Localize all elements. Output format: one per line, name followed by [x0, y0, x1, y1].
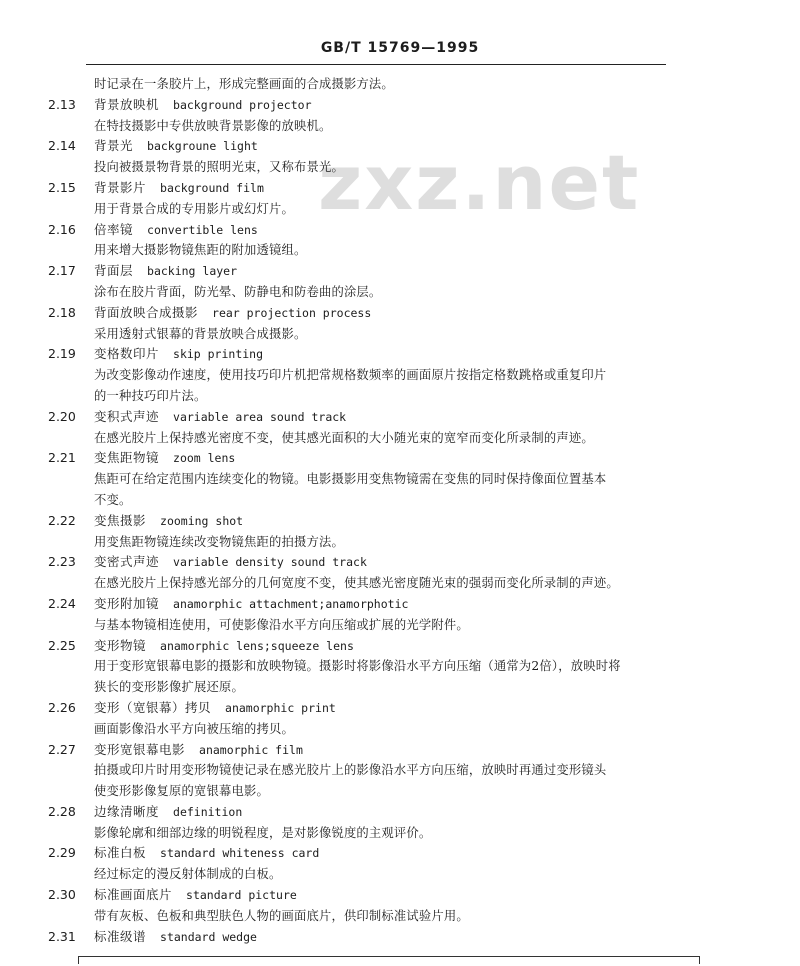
term-number: 2.17 — [48, 263, 76, 279]
term-heading-line — [0, 344, 800, 365]
term-heading — [94, 594, 408, 615]
term-english: rear projection process — [212, 305, 372, 320]
definition-line — [0, 615, 800, 636]
watermark: zxz.net — [318, 138, 641, 227]
definition-text: 涂布在胶片背面，防光晕、防静电和防卷曲的涂层。 — [94, 284, 382, 299]
definition-line — [0, 365, 800, 386]
definition-text: 在感光胶片上保持感光密度不变，使其感光面积的大小随光束的宽窄而变化所录制的声迹。 — [94, 430, 594, 445]
definition-line — [0, 324, 800, 345]
term-heading-line — [0, 303, 800, 324]
definition-text: 带有灰板、色板和典型肤色人物的画面底片，供印制标准试验片用。 — [94, 908, 469, 923]
term-chinese: 变焦距物镜 — [94, 450, 160, 466]
term-heading-line — [0, 594, 800, 615]
term-heading — [94, 802, 242, 823]
definition-text: 投向被摄景物背景的照明光束，又称布景光。 — [94, 160, 344, 175]
term-heading — [94, 178, 264, 199]
definition-text: 拍摄或印片时用变形物镜使记录在感光胶片上的影像沿水平方向压缩，放映时再通过变形镜头 — [94, 763, 607, 778]
term-chinese: 背景放映机 — [94, 96, 160, 112]
definition-text: 为改变影像动作速度，使用技巧印片机把常规格数频率的画面原片按指定格数跳格或重复印片 — [94, 368, 607, 383]
definition-line — [0, 656, 800, 677]
definition-line — [0, 532, 800, 553]
term-heading — [94, 636, 354, 657]
term-number: 2.23 — [48, 554, 76, 570]
term-english: variable area sound track — [173, 409, 347, 424]
definition-text: 采用透射式银幕的背景放映合成摄影。 — [94, 326, 307, 341]
term-heading-line — [0, 407, 800, 428]
definition-line — [0, 157, 800, 178]
term-number: 2.29 — [48, 845, 76, 861]
term-heading-line — [0, 636, 800, 657]
term-chinese: 标准画面底片 — [94, 887, 173, 903]
term-number: 2.16 — [48, 221, 76, 237]
term-heading — [94, 740, 303, 761]
term-heading — [94, 303, 371, 324]
term-chinese: 变格数印片 — [94, 346, 160, 362]
term-english: anamorphic lens;squeeze lens — [160, 638, 354, 653]
term-number: 2.18 — [48, 304, 76, 320]
term-number: 2.31 — [48, 928, 76, 944]
definition-line — [0, 199, 800, 220]
definition-line — [0, 760, 800, 781]
term-english: convertible lens — [147, 222, 258, 237]
term-heading-line — [0, 927, 800, 948]
term-chinese: 背景光 — [94, 138, 134, 154]
term-number: 2.13 — [48, 96, 76, 112]
term-chinese: 变形附加镜 — [94, 595, 160, 611]
term-number: 2.20 — [48, 408, 76, 424]
term-number: 2.27 — [48, 741, 76, 757]
definition-line — [0, 719, 800, 740]
term-heading — [94, 95, 312, 116]
term-chinese: 背面放映合成摄影 — [94, 304, 199, 320]
term-chinese: 变积式声迹 — [94, 408, 160, 424]
term-heading-line — [0, 843, 800, 864]
term-english: backing layer — [147, 264, 238, 279]
definition-line — [0, 469, 800, 490]
term-heading — [94, 448, 235, 469]
definition-text: 在感光胶片上保持感光部分的几何宽度不变，使其感光密度随光束的强弱而变化所录制的声迹。 — [94, 576, 619, 591]
term-number: 2.26 — [48, 699, 76, 715]
definition-line — [0, 906, 800, 927]
definition-line — [0, 386, 800, 407]
term-heading — [94, 885, 297, 906]
term-english: anamorphic attachment;anamorphotic — [173, 596, 409, 611]
definition-text: 与基本物镜相连使用，可使影像沿水平方向压缩或扩展的光学附件。 — [94, 617, 469, 632]
term-chinese: 变形宽银幕电影 — [94, 741, 186, 757]
term-heading-line — [0, 698, 800, 719]
term-heading — [94, 407, 346, 428]
definition-line — [0, 240, 800, 261]
term-heading-line — [0, 511, 800, 532]
term-heading-line — [0, 136, 800, 157]
term-chinese: 变焦摄影 — [94, 512, 147, 528]
term-number: 2.22 — [48, 512, 76, 528]
definition-line — [0, 573, 800, 594]
definition-text: 不变。 — [94, 492, 132, 507]
term-heading-line — [0, 552, 800, 573]
term-english: standard wedge — [160, 929, 257, 944]
term-heading-line — [0, 885, 800, 906]
term-chinese: 变形（宽银幕）拷贝 — [94, 699, 212, 715]
definition-text: 影像轮廓和细部边缘的明锐程度，是对影像锐度的主观评价。 — [94, 825, 432, 840]
definition-line — [0, 823, 800, 844]
term-heading — [94, 261, 237, 282]
header-rule — [86, 64, 666, 65]
term-chinese: 边缘清晰度 — [94, 803, 160, 819]
definition-text: 用于变形宽银幕电影的摄影和放映物镜。摄影时将影像沿水平方向压缩（通常为2倍），放映时将 — [94, 659, 621, 674]
term-english: definition — [173, 804, 243, 819]
term-chinese: 背景影片 — [94, 179, 147, 195]
term-english: background film — [160, 180, 264, 195]
term-chinese: 变密式声迹 — [94, 554, 160, 570]
definition-line — [0, 282, 800, 303]
term-heading — [94, 511, 243, 532]
definition-text: 的一种技巧印片法。 — [94, 388, 207, 403]
term-heading-line — [0, 740, 800, 761]
definition-text: 经过标定的漫反射体制成的白板。 — [94, 867, 282, 882]
term-heading — [94, 698, 336, 719]
term-english: backgroune light — [147, 139, 258, 154]
term-heading-line — [0, 448, 800, 469]
term-heading — [94, 927, 257, 948]
term-number: 2.15 — [48, 179, 76, 195]
document-body — [0, 74, 800, 947]
term-chinese: 变形物镜 — [94, 637, 147, 653]
term-english: variable density sound track — [173, 555, 367, 570]
definition-text: 时记录在一条胶片上，形成完整画面的合成摄影方法。 — [94, 77, 394, 91]
term-chinese: 倍率镜 — [94, 221, 134, 237]
term-english: anamorphic film — [199, 742, 303, 757]
term-heading-line — [0, 220, 800, 241]
term-number: 2.14 — [48, 138, 76, 154]
term-heading-line — [0, 95, 800, 116]
term-heading — [94, 220, 258, 241]
definition-text: 用变焦距物镜连续改变物镜焦距的拍摄方法。 — [94, 534, 344, 549]
definition-text: 用来增大摄影物镜焦距的附加透镜组。 — [94, 243, 307, 258]
definition-text: 在特技摄影中专供放映背景影像的放映机。 — [94, 118, 332, 133]
definition-line — [0, 428, 800, 449]
term-number: 2.21 — [48, 450, 76, 466]
term-number: 2.19 — [48, 346, 76, 362]
term-english: standard picture — [186, 888, 297, 903]
term-english: zooming shot — [160, 513, 244, 528]
term-heading — [94, 843, 319, 864]
definition-text: 狭长的变形影像扩展还原。 — [94, 680, 244, 695]
definition-line — [0, 490, 800, 511]
definition-line — [0, 864, 800, 885]
term-heading — [94, 136, 258, 157]
term-heading — [94, 552, 367, 573]
term-english: background projector — [173, 97, 312, 112]
definition-line — [0, 677, 800, 698]
document-header: GB/T 15769—1995 — [320, 40, 480, 56]
term-chinese: 标准级谱 — [94, 928, 147, 944]
definition-text: 焦距可在给定范围内连续变化的物镜。电影摄影用变焦物镜需在变焦的同时保持像面位置基本 — [94, 472, 607, 487]
term-heading-line — [0, 261, 800, 282]
definition-line — [0, 74, 800, 95]
term-english: anamorphic print — [225, 700, 336, 715]
term-english: skip printing — [173, 347, 264, 362]
term-number: 2.30 — [48, 887, 76, 903]
term-number: 2.24 — [48, 595, 76, 611]
definition-text: 画面影像沿水平方向被压缩的拷贝。 — [94, 721, 294, 736]
definition-line — [0, 781, 800, 802]
term-heading-line — [0, 178, 800, 199]
page-bottom-edge — [78, 956, 700, 964]
term-chinese: 标准白板 — [94, 845, 147, 861]
term-chinese: 背面层 — [94, 263, 134, 279]
term-english: standard whiteness card — [160, 846, 320, 861]
definition-line — [0, 116, 800, 137]
term-heading — [94, 344, 263, 365]
term-number: 2.28 — [48, 803, 76, 819]
definition-text: 用于背景合成的专用影片或幻灯片。 — [94, 201, 294, 216]
term-heading-line — [0, 802, 800, 823]
term-english: zoom lens — [173, 451, 236, 466]
definition-text: 使变形影像复原的宽银幕电影。 — [94, 784, 269, 799]
term-number: 2.25 — [48, 637, 76, 653]
